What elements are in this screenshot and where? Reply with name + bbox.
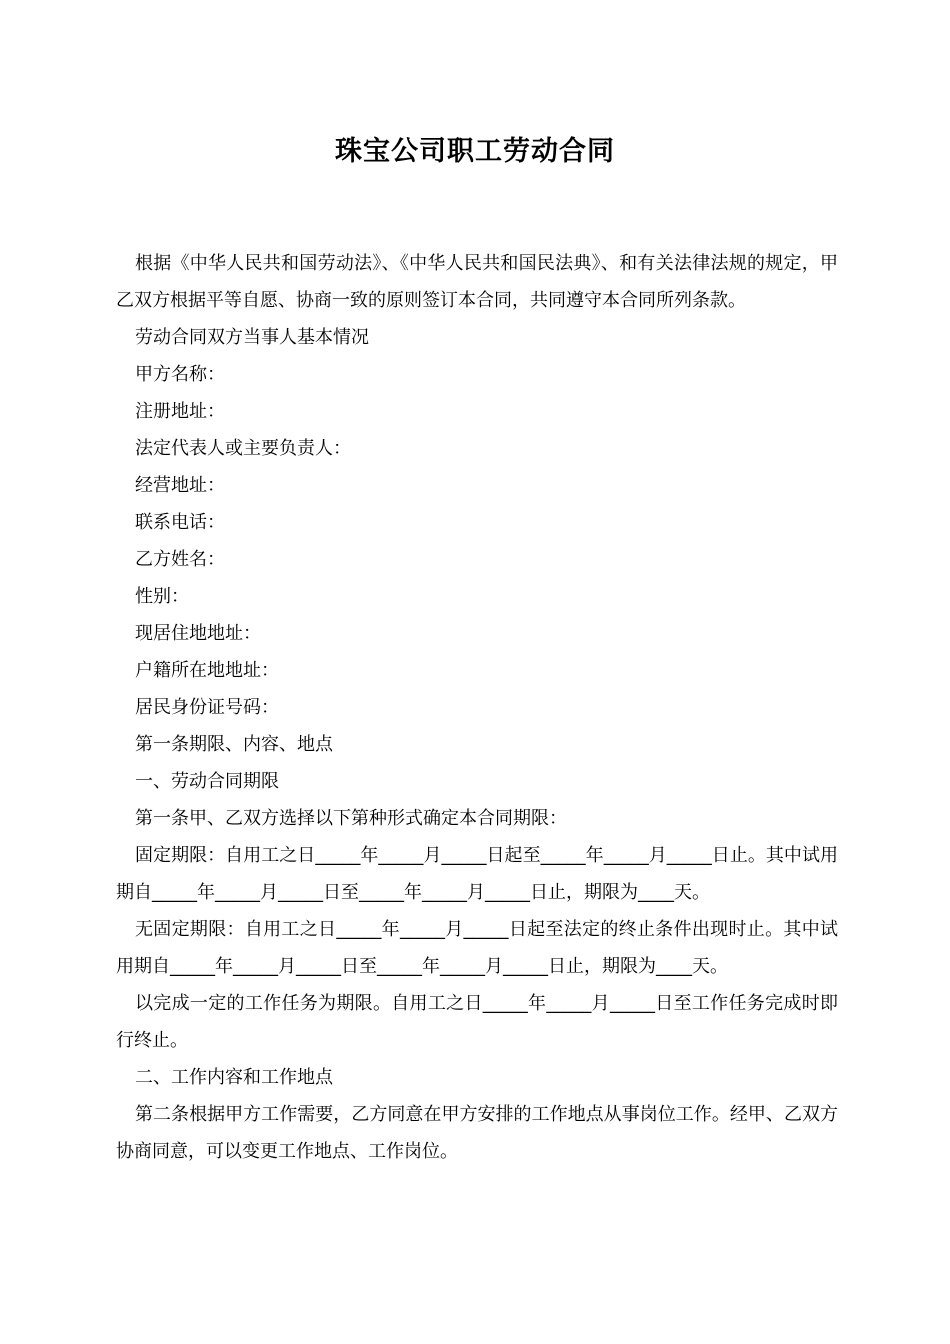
paragraph-open-term: 无固定期限：自用工之日_____年_____月_____日起至法定的终止条件出现时止。其中试用期自_____年_____月_____日至_____年_____月_____日止，期限为____天。	[116, 919, 838, 977]
field-party-b-name: 乙方姓名：	[135, 549, 225, 570]
field-current-address: 现居住地地址：	[135, 623, 261, 644]
field-household-address: 户籍所在地地址：	[135, 660, 279, 681]
document-title: 珠宝公司职工劳动合同	[335, 136, 615, 167]
paragraph-term-choice: 第一条甲、乙双方选择以下第种形式确定本合同期限：	[135, 808, 567, 829]
field-party-a-name: 甲方名称：	[135, 364, 225, 385]
section-contract-term-heading: 一、劳动合同期限	[135, 771, 279, 792]
field-business-address: 经营地址：	[135, 475, 225, 496]
paragraph-article-2: 第二条根据甲方工作需要，乙方同意在甲方安排的工作地点从事岗位工作。经甲、乙双方协商同意，可以变更工作地点、工作岗位。	[116, 1104, 838, 1162]
paragraph-parties-heading: 劳动合同双方当事人基本情况	[135, 327, 369, 348]
document-body	[116, 245, 838, 1170]
article-1-heading: 第一条期限、内容、地点	[135, 734, 333, 755]
field-legal-representative: 法定代表人或主要负责人：	[135, 438, 351, 459]
paragraph-preamble: 根据《中华人民共和国劳动法》、《中华人民共和国民法典》、和有关法律法规的规定，甲乙双方根据平等自愿、协商一致的原则签订本合同，共同遵守本合同所列条款。	[116, 253, 838, 311]
paragraph-task-term: 以完成一定的工作任务为期限。自用工之日_____年_____月_____日至工作任务完成时即行终止。	[116, 993, 838, 1051]
field-gender: 性别：	[135, 586, 189, 607]
field-registered-address: 注册地址：	[135, 401, 225, 422]
field-contact-phone: 联系电话：	[135, 512, 225, 533]
field-id-number: 居民身份证号码：	[135, 697, 279, 718]
section-work-content-heading: 二、工作内容和工作地点	[135, 1067, 333, 1088]
paragraph-fixed-term: 固定期限：自用工之日_____年_____月_____日起至_____年_____月_____日止。其中试用期自_____年_____月_____日至_____年_____月_____日止，期限为____天。	[116, 845, 838, 903]
